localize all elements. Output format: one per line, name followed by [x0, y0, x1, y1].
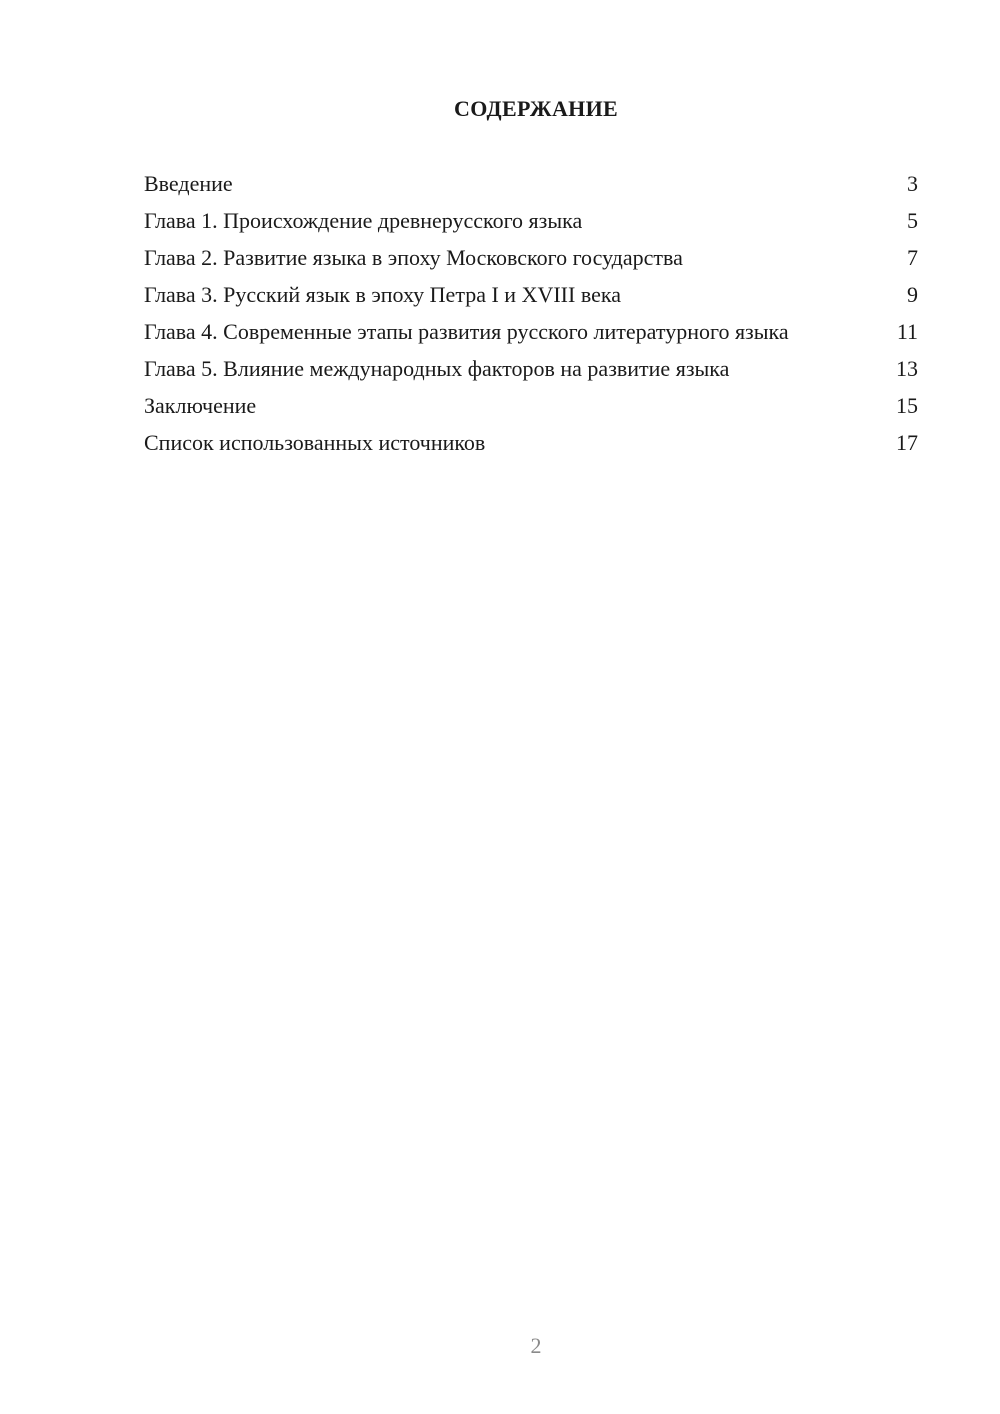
toc-entry-label: Глава 1. Происхождение древнерусского языка: [144, 208, 583, 233]
toc-entry-references: [144, 429, 918, 456]
toc-entry-chapter-5: [144, 355, 918, 382]
table-of-contents: [144, 170, 918, 466]
toc-entry-page: 17: [896, 430, 918, 455]
toc-entry-chapter-2: [144, 244, 918, 271]
toc-entry-chapter-3: [144, 281, 918, 308]
toc-entry-label: Глава 2. Развитие языка в эпоху Московского государства: [144, 245, 683, 270]
toc-entry-page: 5: [907, 208, 918, 233]
toc-entry-chapter-1: [144, 207, 918, 234]
toc-entry-label: Список использованных источников: [144, 430, 486, 455]
toc-entry-page: 9: [907, 282, 918, 307]
page-number: 2: [530, 1333, 542, 1358]
toc-entry-introduction: [144, 170, 918, 197]
toc-entry-label: Заключение: [144, 393, 257, 418]
toc-entry-conclusion: [144, 392, 918, 419]
toc-entry-page: 7: [907, 245, 918, 270]
toc-entry-label: Глава 3. Русский язык в эпоху Петра I и XVIII века: [144, 282, 621, 307]
toc-entry-label: Введение: [144, 171, 233, 196]
toc-entry-page: 13: [896, 356, 918, 381]
toc-entry-page: 3: [907, 171, 918, 196]
toc-entry-page: 15: [896, 393, 918, 418]
toc-entry-page: 11: [896, 319, 918, 344]
toc-entry-chapter-4: [144, 318, 918, 345]
toc-entry-label: Глава 4. Современные этапы развития русского литературного языка: [144, 319, 789, 344]
toc-entry-label: Глава 5. Влияние международных факторов на развитие языка: [144, 356, 730, 381]
page-title: СОДЕРЖАНИЕ: [454, 96, 618, 121]
